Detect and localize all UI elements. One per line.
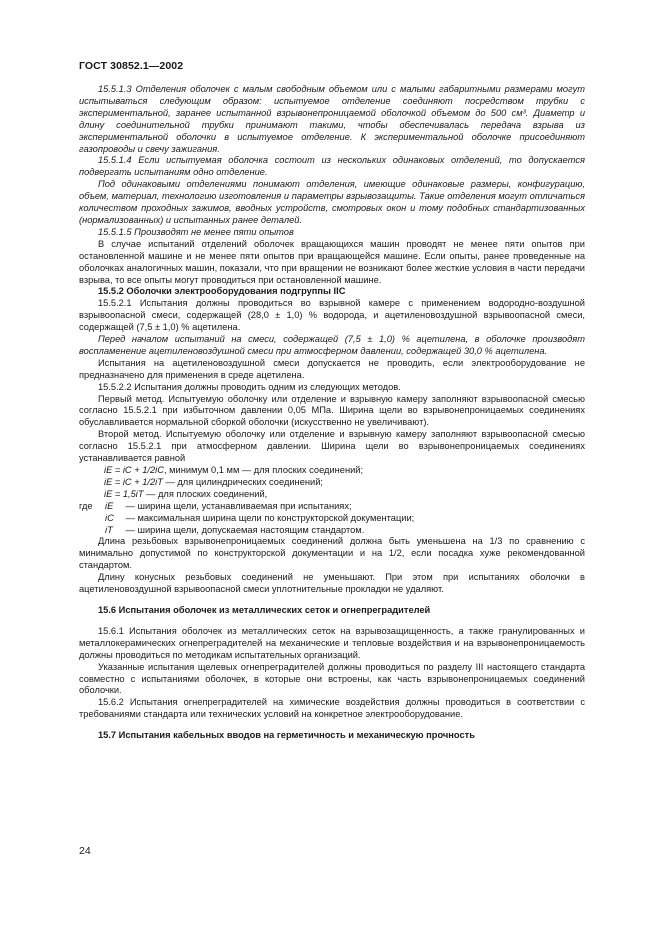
formula-flat-joints-alt xyxy=(79,489,585,501)
where-dash: — xyxy=(125,512,135,523)
where-row xyxy=(79,501,585,513)
paragraph-15-6-2: 15.6.2 Испытания огнепреградителей на химические воздействия должны проводиться в соответствии с требованиями стандарта или технических условий на конкретное электрооборудование. xyxy=(79,697,585,720)
where-definition: ширина щели, допускаемая настоящим стандартом. xyxy=(137,524,365,535)
formula-note: — для цилиндрических соединений; xyxy=(162,476,323,487)
paragraph-conical-joints: Длину конусных резьбовых соединений не уменьшают. При этом при испытаниях оболочки в ацетиленовоздушной взрывоопасной смеси уплотнительные прокладки не удаляют. xyxy=(79,572,585,595)
paragraph-15-5-1-5: 15.5.1.5 Производят не менее пяти опытов xyxy=(98,226,294,237)
where-symbol: iC xyxy=(105,512,114,523)
formula-expression: iE = 1,5iT xyxy=(104,488,144,499)
paragraph-first-method: Первый метод. Испытуемую оболочку или отделение и взрывную камеру заполняют взрывоопасной смесью согласно 15.5.2.1 при избыточном давлении 0,05 МПа. Ширина щели во взрывонепроницаемых соединениях обуславливается нормальной сборкой оболочки (искусственно не увеличивают). xyxy=(79,393,585,428)
formula-expression: iE = iC + 1/2iC xyxy=(104,465,164,475)
where-row xyxy=(79,513,585,525)
heading-15-5-2: 15.5.2 Оболочки электрооборудования подгруппы IIC xyxy=(98,286,346,297)
formula-note: — для плоских соединений, xyxy=(143,488,268,499)
paragraph-rotating-machines: В случае испытаний отделений оболочек вращающихся машин проводят не менее пяти опытов при остановленной машине и не менее пяти опытов при вращающейся машине. Если опыты, ранее проведенные на оболочках аналогичных машин, показали, что при вращении не возникают более жесткие условия в части передачи взрыва, то все опыты могут проводиться при остановленной машине. xyxy=(79,238,585,285)
paragraph-15-5-1-4: 15.5.1.4 Если испытуемая оболочка состоит из нескольких одинаковых отделений, то допускается подвергать испытаниям одно отделение. xyxy=(79,155,585,178)
formula-note: , минимум 0,1 мм — для плоских соединений; xyxy=(163,465,364,475)
paragraph-15-5-2-2: 15.5.2.2 Испытания должны проводить одним из следующих методов. xyxy=(98,381,401,392)
where-dash: — xyxy=(125,500,135,511)
formula-flat-joints xyxy=(79,465,585,477)
where-row xyxy=(79,525,585,537)
where-symbol: iT xyxy=(105,524,113,535)
heading-15-6: 15.6 Испытания оболочек из металлических сеток и огнепреградителей xyxy=(98,604,431,615)
where-definition: ширина щели, устанавливаемая при испытаниях; xyxy=(137,500,352,511)
where-definition: максимальная ширина щели по конструкторской документации; xyxy=(137,512,415,523)
paragraph-acetylene-ignition: Перед началом испытаний на смеси, содержащей (7,5 ± 1,0) % ацетилена, в оболочке производят воспламенение ацетиленовоздушной смеси при атмосферном давлении, содержащей 30,0 % ацетилена. xyxy=(79,334,585,356)
page-body xyxy=(79,84,585,742)
paragraph-acetylene-optional: Испытания на ацетиленовоздушной смеси допускается не проводить, если электрооборудование не предназначено для применения в среде ацетилена. xyxy=(79,357,585,380)
where-symbol: iE xyxy=(105,500,114,511)
paragraph-15-5-2-1: 15.5.2.1 Испытания должны проводиться во взрывной камере с применением водородно-воздушной взрывоопасной смеси, содержащей (28,0 ± 1,0) % водорода, и ацетиленовоздушной взрывоопасной смеси, содержащей (7,5 ± 1,0) % ацетилена. xyxy=(79,298,585,333)
paragraph-second-method: Второй метод. Испытуемую оболочку или отделение и взрывную камеру заполняют взрывоопасной смесью согласно 15.5.2.1 при атмосферном давлении. Ширина щели во взрывонепроницаемых соединениях устанавливается равной xyxy=(79,429,585,464)
paragraph-15-5-1-3: 15.5.1.3 Отделения оболочек с малым свободным объемом или с малыми габаритными размерами могут испытываться следующим образом: испытуемое отделение соединяют посредством трубки с экспериментальной, заранее испытанной взрывонепроницаемой оболочкой объемом до 500 см³. Диаметр и длину соединительной трубки принимают такими, чтобы обеспечивалась передача взрыва из экспериментальной оболочки в испытуемое отделение. К экспериментальной оболочке присоединяют газопроводы и свечу зажигания. xyxy=(79,84,585,154)
paragraph-threaded-joints: Длина резьбовых взрывонепроницаемых соединений должна быть уменьшена на 1/3 по сравнению с минимально допустимой по конструкторской документации и на 1/2, если посадка хуже рекомендованной стандартом. xyxy=(79,536,585,571)
formula-expression: iE = iC + 1/2iT xyxy=(104,476,163,487)
document-header: ГОСТ 30852.1—2002 xyxy=(79,60,184,72)
page-number: 24 xyxy=(79,845,91,857)
paragraph-identical-compartments: Под одинаковыми отделениями понимают отделения, имеющие одинаковые размеры, конфигурацию, объем, материал, технологию изготовления и параметры взрывозащиты. Такие отделения могут отличаться количеством проходных зажимов, вводных устройств, смотровых окон и тому подобных стандартизованных (нормализованных) и испытанных ранее деталей. xyxy=(79,179,585,225)
paragraph-slot-arresters: Указанные испытания щелевых огнепреградителей должны проводиться по разделу III настоящего стандарта совместно с испытаниями оболочек, в которые они встроены, как часть взрывонепроницаемых соединений оболочки. xyxy=(79,661,585,696)
paragraph-15-6-1: 15.6.1 Испытания оболочек из металлических сеток на взрывозащищенность, а также гранулированных и металлокерамических огнепреградителей на механические и тепловые воздействия и на взрывонепроницаемость должны проводиться по методикам испытательных организаций. xyxy=(79,625,585,660)
where-dash: — xyxy=(125,524,135,535)
where-label: где xyxy=(79,500,93,511)
heading-15-7: 15.7 Испытания кабельных вводов на герметичность и механическую прочность xyxy=(98,730,475,741)
formula-cylindrical-joints xyxy=(79,477,585,489)
